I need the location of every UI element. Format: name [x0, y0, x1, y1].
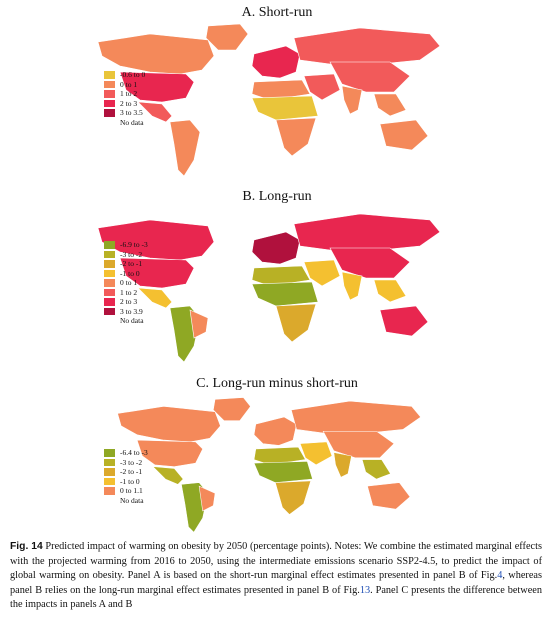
figure-label: Fig. 14	[10, 541, 43, 552]
region-russia	[291, 401, 420, 433]
legend-swatch	[104, 468, 115, 476]
legend-item	[104, 80, 145, 90]
legend-item	[104, 108, 145, 118]
legend	[104, 70, 145, 127]
legend-swatch	[104, 270, 115, 278]
region-india	[342, 86, 362, 114]
legend-swatch	[104, 308, 115, 316]
legend-label: No data	[120, 117, 144, 127]
figure-link[interactable]: 13	[359, 584, 371, 596]
legend-label: 1 to 2	[120, 89, 138, 98]
region-se-asia	[362, 460, 390, 479]
legend-swatch	[104, 119, 115, 127]
legend-swatch	[104, 487, 115, 495]
legend-item	[104, 486, 148, 496]
region-greenland	[206, 24, 248, 50]
region-africa-south	[276, 118, 316, 156]
legend-label: No data	[120, 316, 144, 325]
region-south-america	[170, 120, 200, 176]
figure-caption	[10, 540, 542, 613]
legend-item	[104, 240, 148, 250]
legend-label: -6.4 to -3	[120, 448, 148, 457]
legend-swatch	[104, 260, 115, 268]
panel-title: B. Long-run	[242, 189, 312, 204]
legend-label: -2 to -1	[120, 467, 143, 476]
legend-item	[104, 278, 148, 288]
legend-item	[104, 250, 148, 260]
caption-text: , whereas panel B relies on the long-run marginal effect estimates presented in panel B of Fig.	[10, 570, 542, 596]
legend-swatch	[104, 478, 115, 486]
region-australia	[380, 306, 428, 336]
panel-a	[0, 0, 554, 180]
region-africa-sahel	[252, 96, 318, 120]
region-greenland	[206, 210, 248, 236]
legend-item	[104, 118, 145, 128]
region-africa-sahel	[254, 461, 312, 482]
legend-item	[104, 448, 148, 458]
panel-title: C. Long-run minus short-run	[196, 376, 358, 391]
legend-label: 2 to 3	[120, 297, 138, 306]
legend-swatch	[104, 317, 115, 325]
legend-label: 0 to 1	[120, 79, 138, 89]
legend-label: 3 to 3.5	[120, 108, 143, 117]
legend-item	[104, 288, 148, 298]
panel-b	[0, 182, 554, 362]
legend-label: -1 to 0	[120, 476, 140, 486]
panel-c	[0, 368, 554, 538]
legend-item	[104, 89, 145, 99]
legend-item	[104, 477, 148, 487]
legend-label: 2 to 3	[120, 98, 138, 108]
legend-swatch	[104, 459, 115, 467]
region-europe	[252, 232, 300, 264]
region-australia	[380, 120, 428, 150]
region-se-asia	[374, 94, 406, 116]
region-se-asia	[374, 280, 406, 302]
legend-label: -2 to -1	[120, 259, 143, 268]
legend-item	[104, 467, 148, 477]
region-australia	[367, 483, 410, 510]
legend-item	[104, 99, 145, 109]
legend-label: 3 to 3.9	[120, 306, 143, 316]
legend-label: No data	[120, 495, 144, 505]
legend-swatch	[104, 90, 115, 98]
region-europe	[252, 46, 300, 78]
legend-item	[104, 259, 148, 269]
legend-item	[104, 269, 148, 279]
caption-text: Predicted impact of warming on obesity by 2050 (percentage points). Notes: We combine the estimated marginal effects with the projected warming from 2016 to 2050, using the intermediate emissions scenario SSP2-4.5, to predict the impact of global warming on obesity. Panel A is based on the short-run marginal effect estimates presented in panel B of Fig.	[10, 541, 542, 582]
legend-swatch	[104, 289, 115, 297]
legend	[104, 448, 148, 505]
legend-swatch	[104, 109, 115, 117]
region-europe	[254, 417, 297, 445]
legend-item	[104, 297, 148, 307]
caption-text: . Panel C presents the difference between the impacts in panels A and B	[10, 584, 543, 611]
legend-item	[104, 458, 148, 468]
legend-label: -1 to 0	[120, 268, 140, 278]
legend-label: -0.6 to 0	[120, 70, 146, 79]
region-russia	[294, 214, 440, 250]
region-india	[334, 452, 352, 477]
region-africa-south	[276, 304, 316, 342]
region-north-america	[98, 34, 214, 74]
legend-swatch	[104, 81, 115, 89]
legend-swatch	[104, 449, 115, 457]
legend-label: -6.9 to -3	[120, 240, 148, 249]
legend-swatch	[104, 71, 115, 79]
legend-swatch	[104, 100, 115, 108]
legend-swatch	[104, 497, 115, 505]
legend-label: 0 to 1.1	[120, 486, 143, 495]
region-mexico	[153, 467, 183, 485]
legend-swatch	[104, 241, 115, 249]
legend-label: -3 to -2	[120, 249, 143, 259]
legend-item	[104, 496, 148, 506]
region-russia	[294, 28, 440, 64]
figure-link[interactable]: 4	[497, 570, 503, 582]
region-north-america	[118, 406, 221, 441]
legend-item	[104, 316, 148, 326]
region-africa-sahel	[252, 282, 318, 306]
legend-item	[104, 70, 145, 80]
legend	[104, 240, 148, 326]
legend-swatch	[104, 251, 115, 259]
region-greenland	[213, 398, 250, 421]
legend-swatch	[104, 279, 115, 287]
region-india	[342, 272, 362, 300]
legend-label: 1 to 2	[120, 287, 138, 297]
legend-item	[104, 307, 148, 317]
region-africa-south	[275, 481, 310, 515]
legend-swatch	[104, 298, 115, 306]
legend-label: 0 to 1	[120, 278, 138, 287]
panel-title: A. Short-run	[241, 5, 313, 20]
legend-label: -3 to -2	[120, 457, 143, 467]
